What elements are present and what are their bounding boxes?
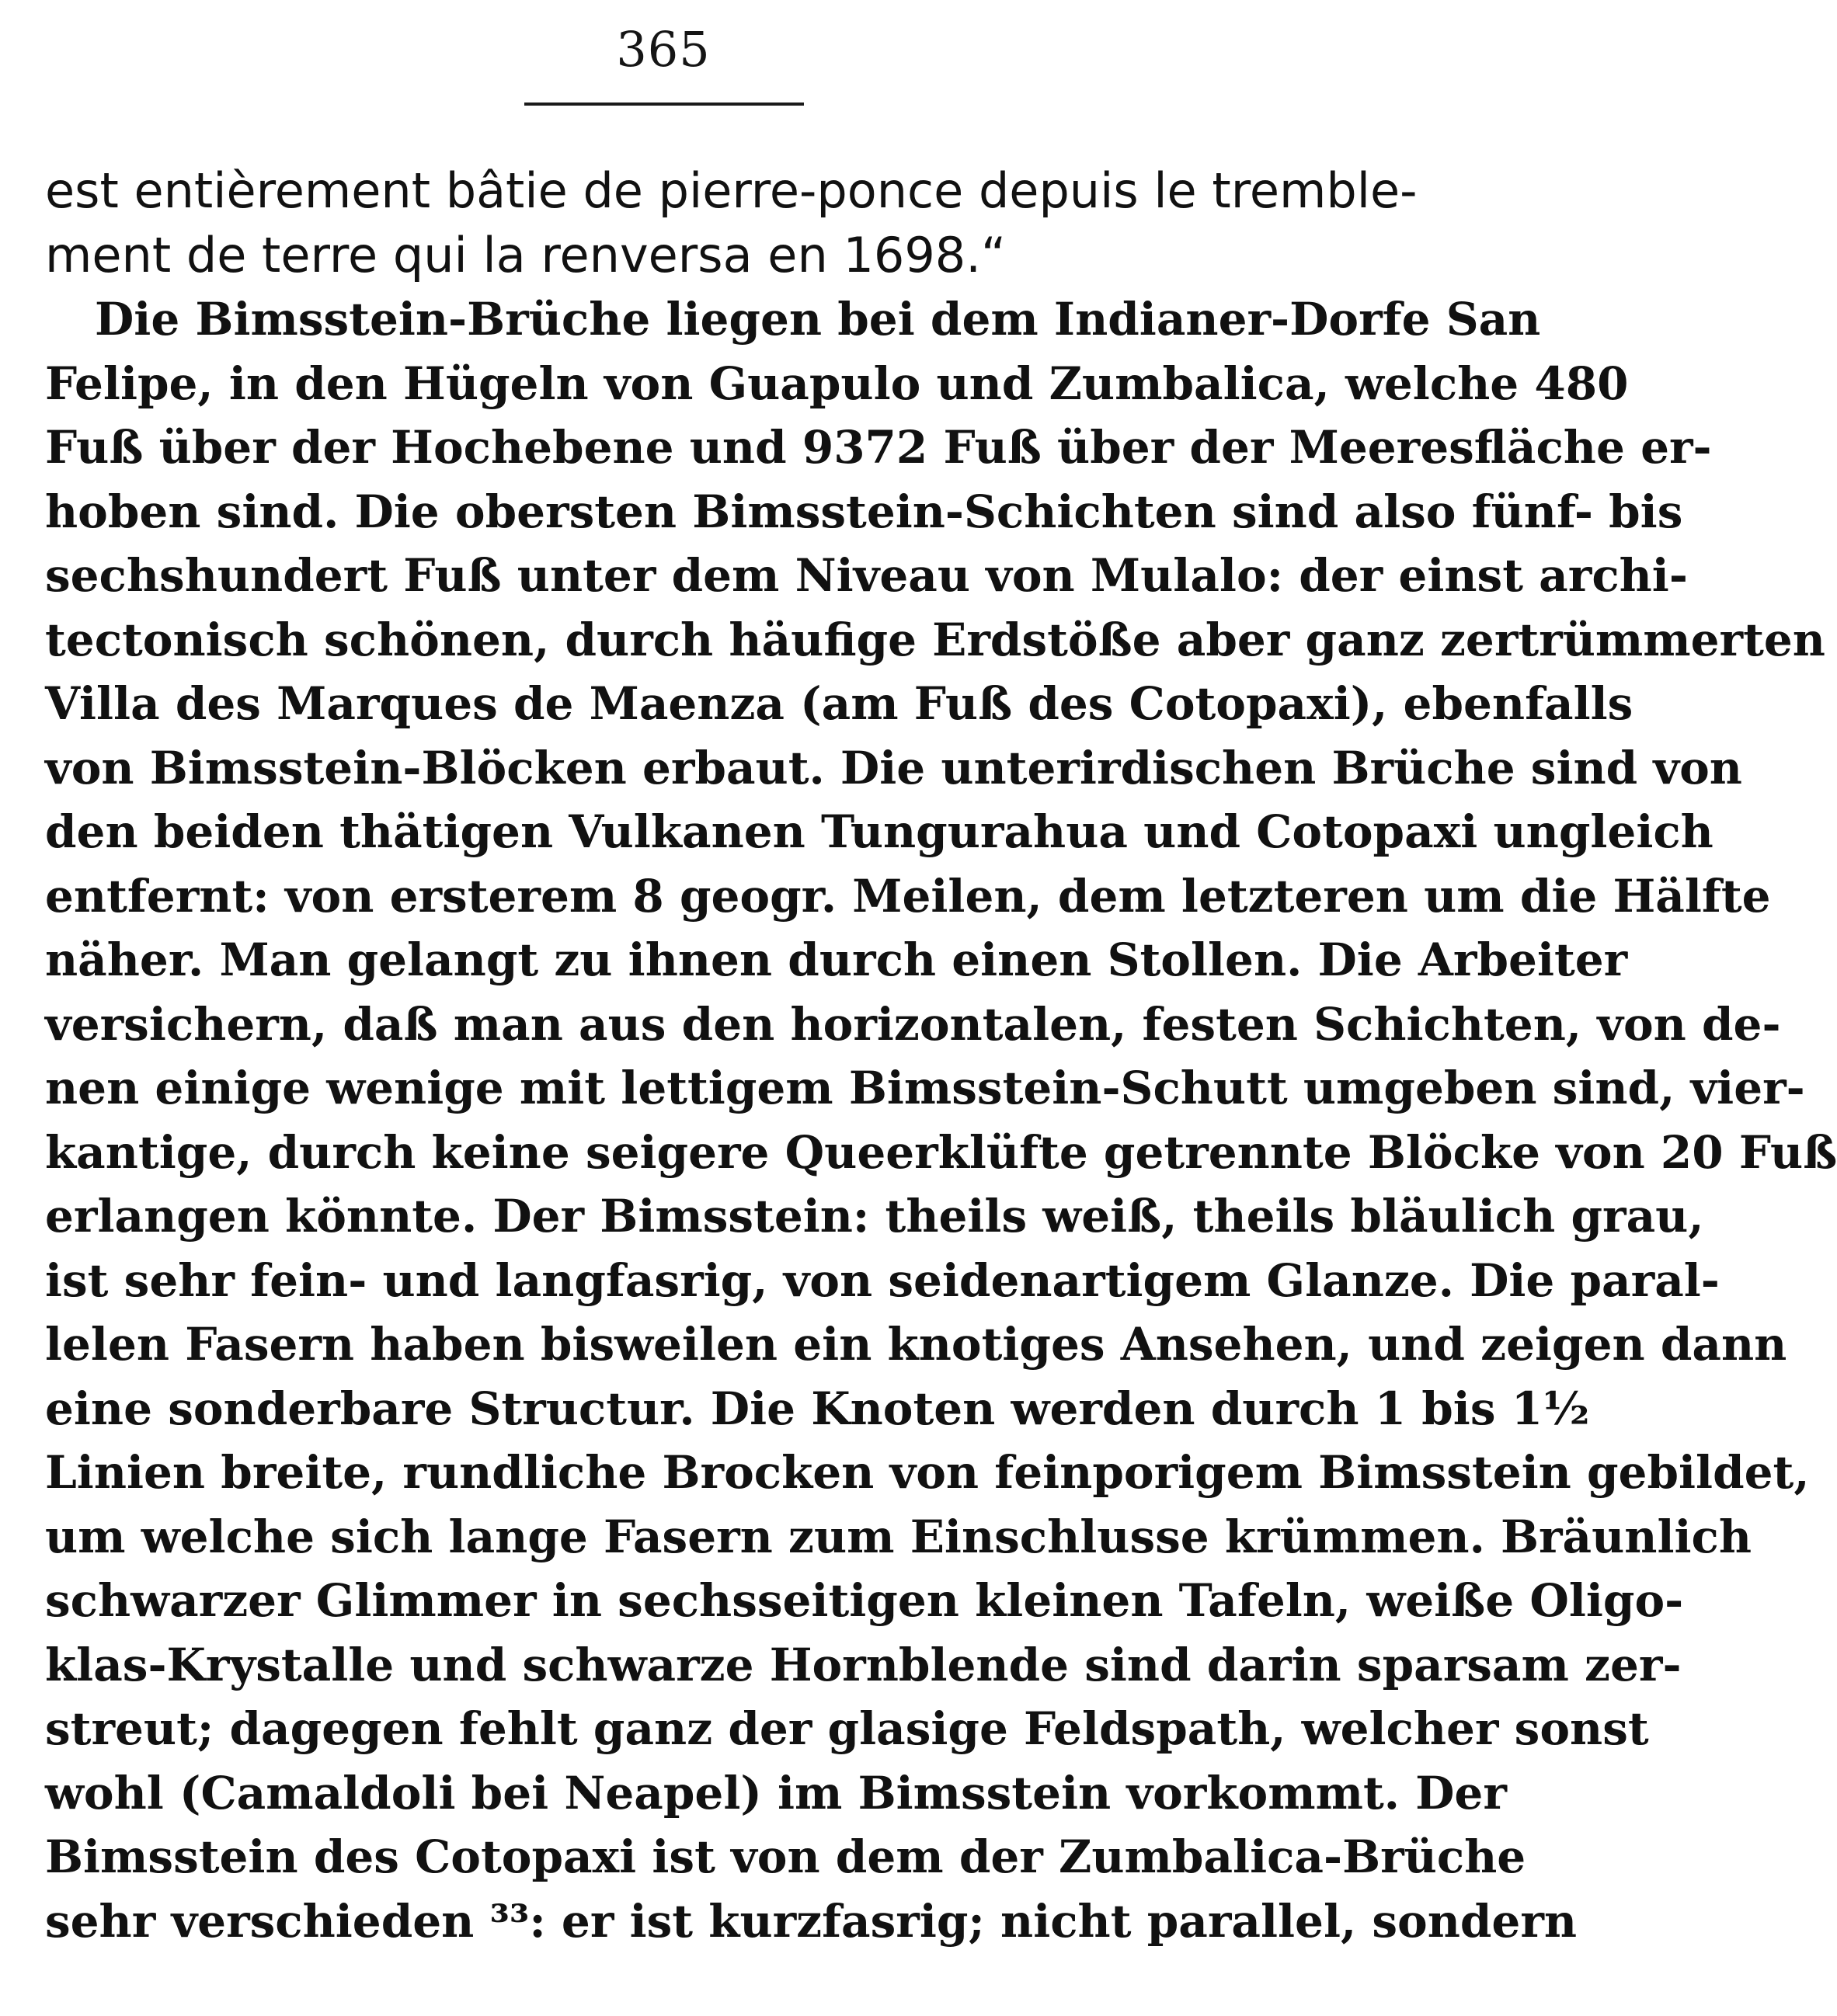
text-line: von Bimsstein-Blöcken erbaut. Die unterirdischen Brüche sind von (45, 741, 1742, 794)
text-line: wohl (Camaldoli bei Neapel) im Bimsstein vorkommt. Der (45, 1766, 1507, 1820)
text-line: sechshundert Fuß unter dem Niveau von Mulalo: der einst archi- (45, 549, 1688, 602)
text-line: streut; dagegen fehlt ganz der glasige Feldspath, welcher sonst (45, 1702, 1649, 1755)
text-line: lelen Fasern haben bisweilen ein knotiges Ansehen, und zeigen dann (45, 1318, 1787, 1371)
text-line: sehr verschieden ³³: er ist kurzfasrig; nicht parallel, sondern (45, 1894, 1578, 1948)
text-line: Linien breite, rundliche Brocken von feinporigem Bimsstein gebildet, (45, 1446, 1810, 1499)
header-rule (524, 103, 804, 106)
text-line: näher. Man gelangt zu ihnen durch einen Stollen. Die Arbeiter (45, 933, 1628, 986)
text-line: um welche sich lange Fasern zum Einschlusse krümmen. Bräunlich (45, 1510, 1752, 1563)
text-line: erlangen könnte. Der Bimsstein: theils weiß, theils bläulich grau, (45, 1190, 1704, 1243)
text-line: Villa des Marques de Maenza (am Fuß des Cotopaxi), ebenfalls (45, 677, 1633, 730)
text-line: tectonisch schönen, durch häufige Erdstöße aber ganz zertrümmerten (45, 613, 1825, 666)
text-line: nen einige wenige mit lettigem Bimsstein-Schutt umgeben sind, vier- (45, 1062, 1805, 1114)
text-line: Felipe, in den Hügeln von Guapulo und Zumbalica, welche 480 (45, 356, 1629, 410)
text-line: versichern, daß man aus den horizontalen, festen Schichten, von de- (45, 997, 1781, 1051)
text-line: Fuß über der Hochebene und 9372 Fuß über der Meeresfläche er- (45, 421, 1712, 474)
text-line: ist sehr fein- und langfasrig, von seidenartigem Glanze. Die paral- (45, 1253, 1720, 1307)
text-line: ment de terre qui la renversa en 1698.“ (45, 226, 1007, 283)
text-line: Die Bimsstein-Brüche liegen bei dem Indianer-Dorfe San (95, 293, 1541, 346)
text-line: eine sonderbare Structur. Die Knoten werden durch 1 bis 1½ (45, 1382, 1590, 1435)
text-line: schwarzer Glimmer in sechsseitigen kleinen Tafeln, weiße Oligo- (45, 1574, 1684, 1627)
text-line: den beiden thätigen Vulkanen Tungurahua und Cotopaxi ungleich (45, 805, 1713, 858)
text-line: Bimsstein des Cotopaxi ist von dem der Zumbalica-Brüche (45, 1830, 1526, 1883)
page-number: 365 (616, 21, 711, 78)
text-line: hoben sind. Die obersten Bimsstein-Schichten sind also fünf- bis (45, 485, 1683, 538)
text-line: kantige, durch keine seigere Queerklüfte getrennte Blöcke von 20 Fuß (45, 1125, 1837, 1179)
text-line: klas-Krystalle und schwarze Hornblende sind darin sparsam zer- (45, 1638, 1682, 1691)
text-line: entfernt: von ersterem 8 geogr. Meilen, dem letzteren um die Hälfte (45, 869, 1771, 923)
text-line: est entièrement bâtie de pierre-ponce depuis le tremble- (45, 162, 1418, 219)
